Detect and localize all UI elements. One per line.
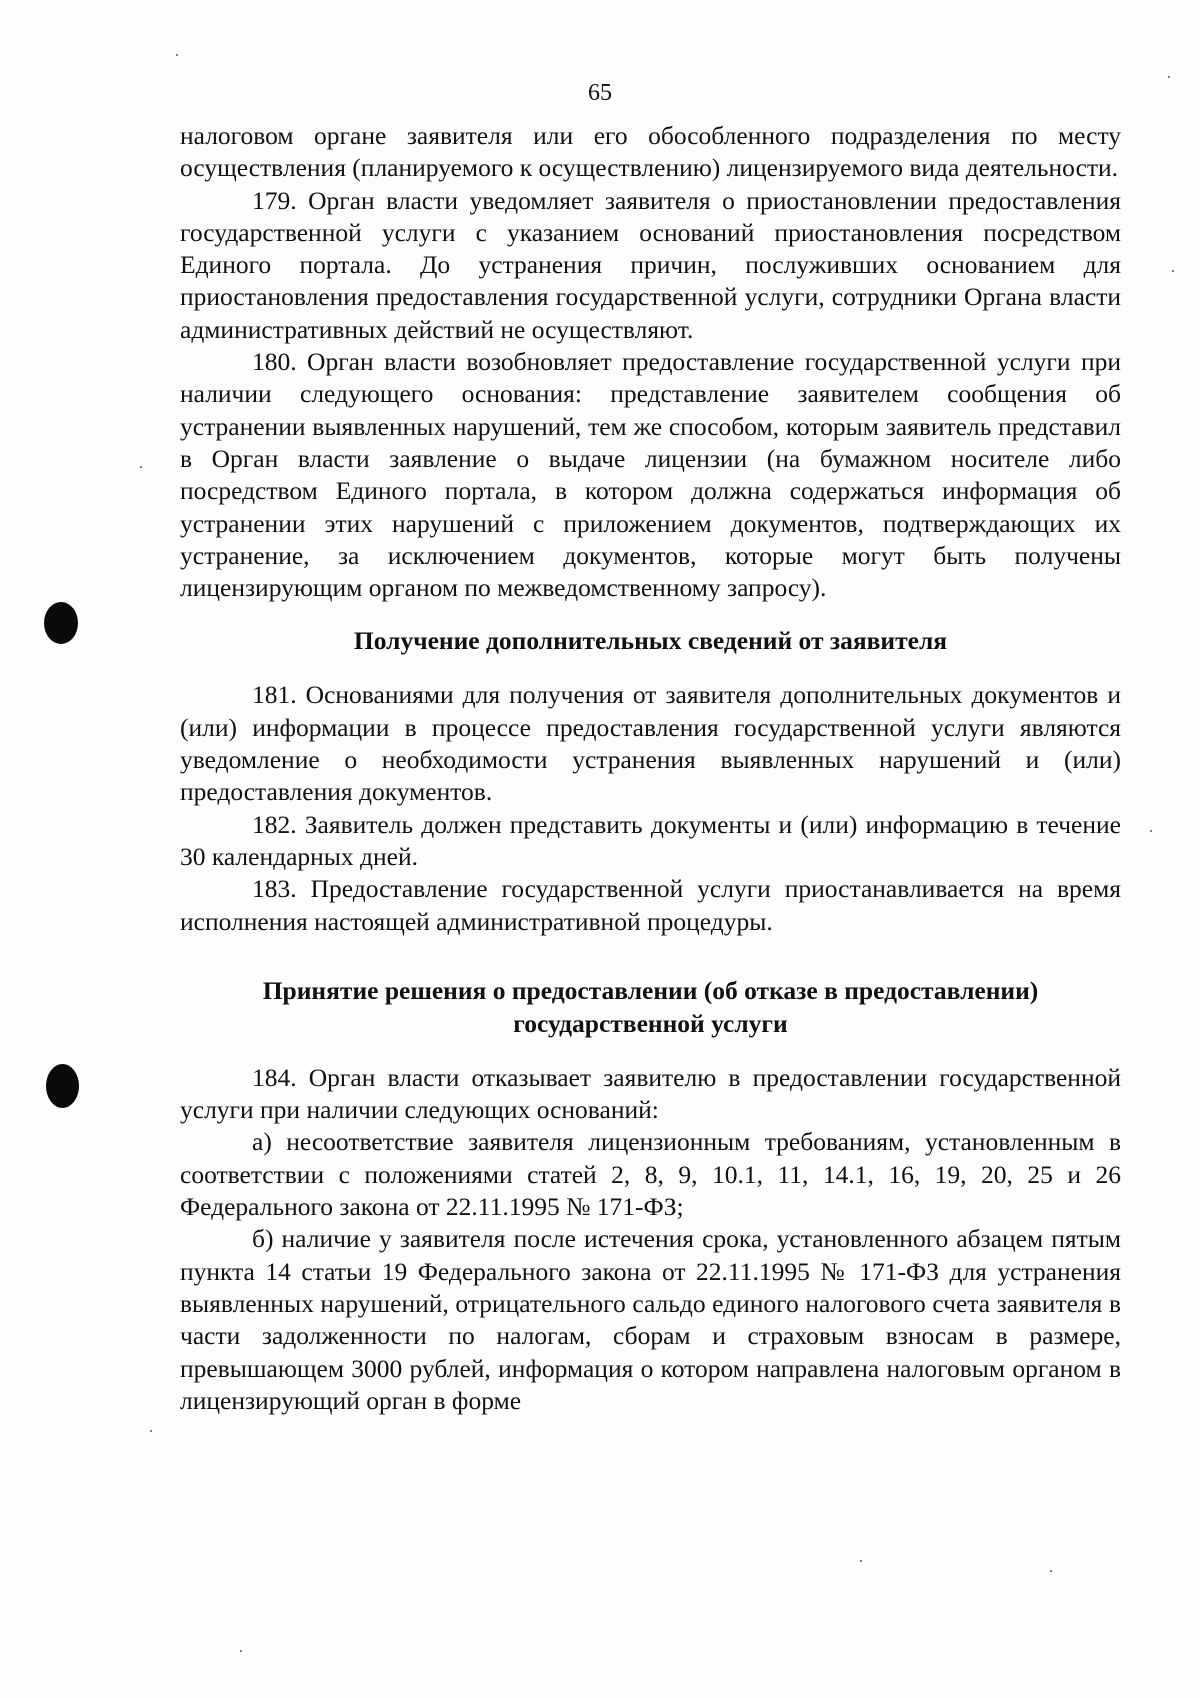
- paragraph-184-a: а) несоответствие заявителя лицензионным требованиям, установленным в соответствии с положениями статей 2, 8, 9, 10.1, 11, 14.1, 16, 19, 20, 25 и 26 Федерального закона от 22.11.1995 № 171-ФЗ;: [180, 1127, 1121, 1222]
- page-number: 65: [588, 80, 612, 106]
- speck: [1150, 830, 1152, 832]
- document-body: [180, 120, 1121, 1417]
- speck: [1172, 270, 1174, 272]
- paragraph-continuation: налоговом органе заявителя или его обособленного подразделения по месту осуществления (планируемого к осуществлению) лицензируемого вида деятельности.: [180, 121, 1121, 183]
- paragraph-182: 182. Заявитель должен представить документы и (или) информацию в течение 30 календарных дней.: [180, 809, 1121, 871]
- section-heading-decision-line1: Принятие решения о предоставлении (об отказе в предоставлении): [262, 975, 1039, 1005]
- ink-blot: [44, 602, 78, 644]
- paragraph-184-b: б) наличие у заявителя после истечения срока, установленного абзацем пятым пункта 14 статьи 19 Федерального закона от 22.11.1995 № 171-ФЗ для устранения выявленных нарушений, отрицательного сальдо единого налогового счета заявителя в части задолженности по налогам, сборам и страховым взносам в размере, превышающем 3000 рублей, информация о котором направлена налоговым органом в лицензирующий орган в форме: [180, 1224, 1121, 1415]
- paragraph-181: 181. Основаниями для получения от заявителя дополнительных документов и (или) информации в процессе предоставления государственной услуги являются уведомление о необходимости устранения выявленных нарушений и (или) предоставления документов.: [180, 680, 1121, 807]
- ink-blot: [46, 1064, 79, 1108]
- section-heading-additional-info: Получение дополнительных сведений от заявителя: [353, 626, 948, 656]
- speck: [150, 1430, 152, 1432]
- paragraph-183: 183. Предоставление государственной услуги приостанавливается на время исполнения настоящей административной процедуры.: [180, 874, 1121, 936]
- speck: [140, 466, 142, 468]
- speck: [240, 1650, 242, 1652]
- speck: [860, 1560, 862, 1562]
- speck: [176, 54, 178, 56]
- speck: [1050, 1570, 1052, 1572]
- paragraph-184: 184. Орган власти отказывает заявителю в предоставлении государственной услуги при наличии следующих оснований:: [180, 1062, 1121, 1125]
- paragraph-179: 179. Орган власти уведомляет заявителя о приостановлении предоставления государственной услуги с указанием оснований приостановления посредством Единого портала. До устранения причин, послуживших основанием для приостановления предоставления государственной услуги, сотрудники Органа власти административных действий не осуществляют.: [180, 185, 1121, 344]
- paragraph-180: 180. Орган власти возобновляет предоставление государственной услуги при наличии следующего основания: представление заявителем сообщения об устранении выявленных нарушений, тем же способом, которым заявитель представил в Орган власти заявление о выдаче лицензии (на бумажном носителе либо посредством Единого портала, в котором должна содержаться информация об устранении этих нарушений с приложением документов, подтверждающих их устранение, за исключением документов, которые могут быть получены лицензирующим органом по межведомственному запросу).: [180, 347, 1121, 603]
- section-heading-decision-line2: государственной услуги: [513, 1008, 788, 1038]
